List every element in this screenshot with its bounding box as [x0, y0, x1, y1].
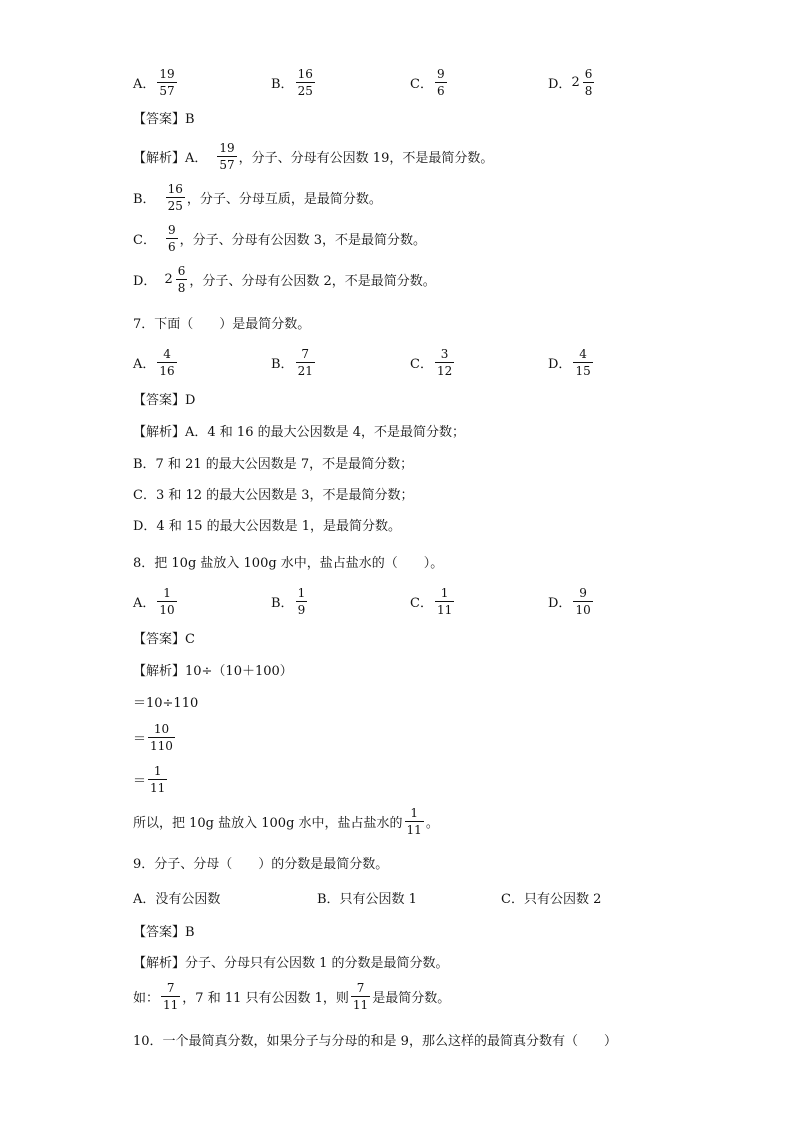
q10-stem: 10．一个最简真分数，如果分子与分母的和是 9，那么这样的最简真分数有（ ）: [133, 1034, 617, 1049]
fraction: $\frac{19}{57}$: [159, 66, 175, 98]
fraction: $\frac{10}{110}$: [150, 721, 173, 753]
q7-analysis-line: 【解析】A．4 和 16 的最大公因数是 4，不是最简分数；: [133, 425, 466, 440]
fraction: $\frac{9}{6}$: [436, 66, 445, 98]
q9-option-a: A．没有公因数: [133, 891, 221, 907]
fraction: $\frac{7}{11}$: [352, 980, 369, 1012]
q6-option-b: B． $\frac{16}{25}$: [271, 66, 313, 98]
q7-analysis-line: C．3 和 12 的最大公因数是 3，不是最简分数；: [133, 488, 414, 503]
fraction: $\frac{1}{10}$: [159, 585, 175, 617]
q8-option-b: B． $\frac{1}{9}$: [271, 585, 306, 617]
fraction: $\frac{6}{8}$: [584, 66, 593, 98]
q7-option-d: D． $\frac{4}{15}$: [548, 346, 591, 378]
q7-option-b: B． $\frac{7}{21}$: [271, 346, 313, 378]
fraction: $\frac{4}{16}$: [159, 346, 175, 378]
mixed-fraction: 2 $\frac{6}{8}$: [571, 66, 593, 98]
q9-options: [133, 877, 653, 917]
q8-options: [133, 581, 613, 621]
q8-option-a: A． $\frac{1}{10}$: [133, 585, 175, 617]
q6-analysis-d: D． 2 $\frac{6}{8}$ ，分子、分母有公因数 2，不是最简分数。: [133, 263, 436, 295]
fraction: $\frac{6}{8}$: [177, 263, 186, 295]
fraction: $\frac{1}{11}$: [150, 763, 166, 795]
q6-option-a: A． $\frac{19}{57}$: [133, 66, 175, 98]
q7-option-c: C． $\frac{3}{12}$: [410, 346, 453, 378]
q8-analysis-line: 【解析】10÷（10＋100）: [133, 664, 293, 679]
q6-analysis-a: 【解析】A． $\frac{19}{57}$ ，分子、分母有公因数 19，不是最简分数。: [133, 140, 494, 172]
q6-option-d: D． 2 $\frac{6}{8}$: [548, 62, 596, 102]
q8-analysis-frac-line: ＝ $\frac{10}{110}$: [133, 721, 173, 753]
fraction: $\frac{9}{6}$: [167, 222, 176, 254]
q6-options: [133, 62, 613, 102]
q7-option-a: A． $\frac{4}{16}$: [133, 346, 175, 378]
q7-stem: 7．下面（ ）是最简分数。: [133, 317, 311, 332]
fraction: $\frac{3}{12}$: [436, 346, 453, 378]
q9-answer: 【答案】B: [133, 925, 195, 940]
q7-analysis-line: B．7 和 21 的最大公因数是 7，不是最简分数；: [133, 457, 414, 472]
fraction: $\frac{7}{11}$: [163, 980, 179, 1012]
q8-answer: 【答案】C: [133, 632, 195, 647]
q8-analysis-frac-line: ＝ $\frac{1}{11}$: [133, 763, 166, 795]
q8-conclusion: 所以，把 10g 盐放入 100g 水中，盐占盐水的 $\frac{1}{11}$ 。: [133, 805, 439, 837]
fraction: $\frac{1}{9}$: [297, 585, 306, 617]
q7-answer: 【答案】D: [133, 393, 196, 408]
q6-analysis-b: B． $\frac{16}{25}$ ，分子、分母互质，是最简分数。: [133, 181, 382, 213]
fraction: $\frac{9}{10}$: [575, 585, 591, 617]
q9-stem: 9．分子、分母（ ）的分数是最简分数。: [133, 857, 389, 872]
q6-analysis-c: C． $\frac{9}{6}$ ，分子、分母有公因数 3，不是最简分数。: [133, 222, 426, 254]
fraction: $\frac{7}{21}$: [297, 346, 313, 378]
q6-option-c: C． $\frac{9}{6}$: [410, 66, 445, 98]
q7-analysis-line: D．4 和 15 的最大公因数是 1，是最简分数。: [133, 519, 402, 534]
fraction: $\frac{1}{11}$: [406, 805, 422, 837]
mixed-fraction: 2 $\frac{6}{8}$: [164, 263, 186, 295]
q6-answer: 【答案】B: [133, 112, 195, 127]
fraction: $\frac{19}{57}$: [219, 140, 235, 172]
fraction: $\frac{16}{25}$: [167, 181, 183, 213]
fraction: $\frac{16}{25}$: [297, 66, 313, 98]
q9-option-c: C．只有公因数 2: [501, 891, 602, 907]
fraction: $\frac{4}{15}$: [575, 346, 591, 378]
q8-analysis-line: ＝10÷110: [133, 696, 199, 711]
q9-example: 如： $\frac{7}{11}$ ，7 和 11 只有公因数 1，则 $\frac{7}{11}$ 是最简分数。: [133, 980, 451, 1012]
q8-option-c: C． $\frac{1}{11}$: [410, 585, 453, 617]
q8-stem: 8．把 10g 盐放入 100g 水中，盐占盐水的（ ）。: [133, 556, 444, 571]
q8-option-d: D． $\frac{9}{10}$: [548, 585, 591, 617]
q9-option-b: B．只有公因数 1: [317, 891, 417, 907]
fraction: $\frac{1}{11}$: [436, 585, 453, 617]
q9-analysis-line: 【解析】分子、分母只有公因数 1 的分数是最简分数。: [133, 956, 449, 971]
q7-options: [133, 342, 613, 382]
